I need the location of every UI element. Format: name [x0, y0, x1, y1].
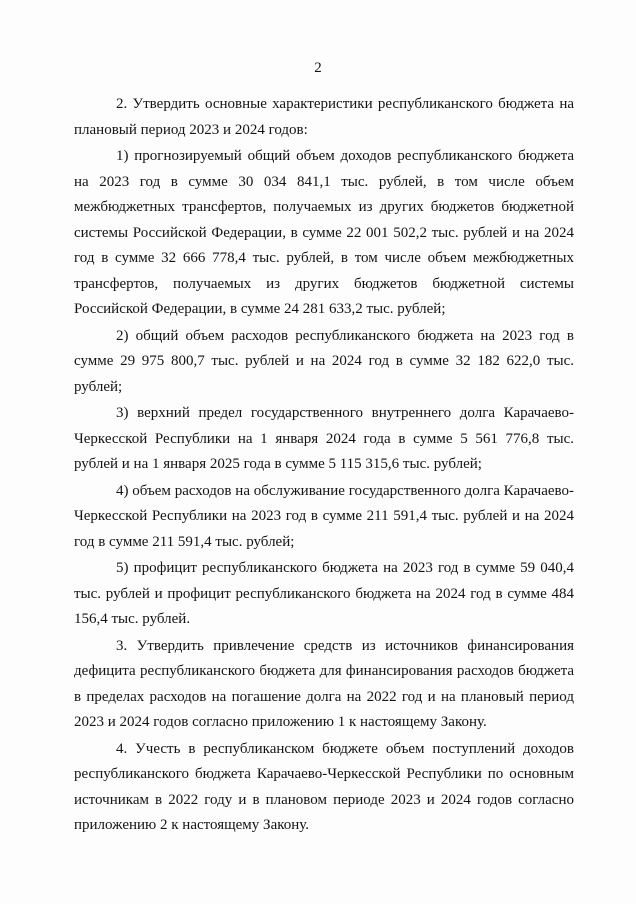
paragraph-item-4-debt-service: 4) объем расходов на обслуживание государственного долга Карачаево-Черкесской Республики на 2023 год в сумме 211 591,4 тыс. рублей и на 2024 год в сумме 211 591,4 тыс. рублей;	[74, 482, 574, 550]
paragraph-item-5-surplus: 5) профицит республиканского бюджета на 2023 год в сумме 59 040,4 тыс. рублей и профицит республиканского бюджета на 2024 год в сумме 484 156,4 тыс. рублей.	[74, 560, 574, 627]
page-number: 2	[314, 60, 322, 76]
paragraph-item-2-expenses: 2) общий объем расходов республиканского бюджета на 2023 год в сумме 29 975 800,7 тыс. рублей и на 2024 год в сумме 32 182 622,0 тыс. рублей;	[74, 327, 574, 395]
paragraph-article-3: 3. Утвердить привлечение средств из источников финансирования дефицита республиканского бюджета для финансирования расходов бюджета в пределах расходов на погашение долга на 2022 год и на плановый период 2023 и 2024 годов согласно приложению 1 к настоящему Закону.	[74, 637, 574, 730]
paragraph-item-3-debt-limit: 3) верхний предел государственного внутреннего долга Карачаево-Черкесской Республики на 1 января 2024 года в сумме 5 561 776,8 тыс. рублей и на 1 января 2025 года в сумме 5 115 315,6 тыс. рублей;	[74, 405, 574, 472]
paragraph-article-4: 4. Учесть в республиканском бюджете объем поступлений доходов республиканского бюджета Карачаево-Черкесской Республики по основным источникам в 2022 году и в плановом периоде 2023 и 2024 годов согласно приложению 2 к настоящему Закону.	[74, 740, 574, 833]
document-body	[74, 92, 574, 839]
paragraph-article-2: 2. Утвердить основные характеристики республиканского бюджета на плановый период 2023 и 2024 годов:	[74, 96, 574, 138]
paragraph-item-1-revenues: 1) прогнозируемый общий объем доходов республиканского бюджета на 2023 год в сумме 30 034 841,1 тыс. рублей, в том числе объем межбюджетных трансфертов, получаемых из других бюджетов бюджетной системы Российской Федерации, в сумме 22 001 502,2 тыс. рублей и на 2024 год в сумме 32 666 778,4 тыс. рублей, в том числе объем межбюджетных трансфертов, получаемых из других бюджетов бюджетной системы Российской Федерации, в сумме 24 281 633,2 тыс. рублей;	[74, 148, 574, 317]
